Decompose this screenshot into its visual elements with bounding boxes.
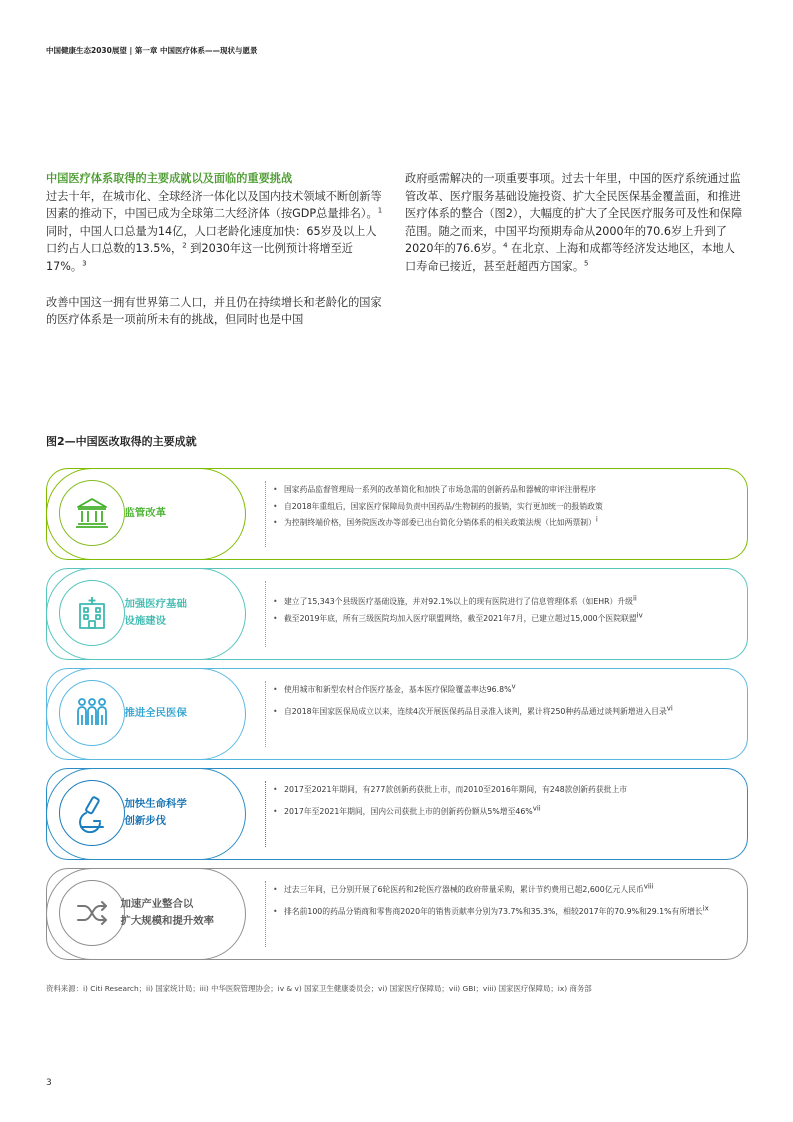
card-pill (46, 868, 246, 960)
card-divider (265, 881, 266, 947)
card-bullets (273, 683, 727, 721)
achievement-card-insurance (46, 668, 748, 760)
card-divider (265, 781, 266, 847)
bullet-item: • 国家药品监督管理局一系列的改革简化和加快了市场急需的创新药品和器械的审评注册程序 (273, 483, 727, 497)
intro-text-a: 过去十年，在城市化、全球经济一体化以及国内技术领域不断创新等因素的推动下，中国已成为全球第二大经济体（按GDP总量排名）。 (46, 189, 382, 221)
source-note: 资料来源：i) Citi Research；ii) 国家统计局；iii) 中华医院管理协会；iv & v) 国家卫生健康委员会；vi) 国家医疗保障局；vii) GBI；viii) 国家医疗保障局；ix) 商务部 (46, 984, 592, 993)
intro-paragraph-1 (46, 170, 384, 276)
bullet-item: • 自2018年重组后，国家医疗保障局负责中国药品/生物制药的报销，实行更加统一的报销政策 (273, 500, 727, 514)
card-bullets (273, 483, 727, 533)
intro-paragraph-2: 改善中国这一拥有世界第二人口，并且仍在持续增长和老龄化的国家的医疗体系是一项前所未有的挑战，但同时也是中国 (46, 295, 382, 327)
people-icon (59, 680, 125, 746)
achievement-card-consolidation (46, 868, 748, 960)
achievement-card-innovation (46, 768, 748, 860)
bullet-item: • 截至2019年底，所有三级医院均加入医疗联盟网络，截至2021年7月，已建立超过15,000个医院联盟$^{iv}$ (273, 612, 727, 626)
bullet-item: • 排名前100的药品分销商和零售商2020年的销售贡献率分别为73.7%和35.3%，相较2017年的70.9%和29.1%有所增长$^{ix}$ (273, 905, 727, 919)
bullet-item: • 使用城市和新型农村合作医疗基金，基本医疗保险覆盖率达96.8%$^v$ (273, 683, 727, 697)
bank-icon (59, 480, 125, 546)
intro-text-b: 同时，中国人口总量为14亿，人口老龄化速度加快：65岁及以上人口约占人口总数的13.5%， (46, 224, 377, 256)
running-header: 中国健康生态2030展望 | 第一章 中国医疗体系——现状与愿景 (46, 46, 258, 55)
card-pill (46, 768, 246, 860)
page-number: 3 (46, 1078, 52, 1088)
shuffle-icon (59, 880, 125, 946)
achievement-card-infrastructure (46, 568, 748, 660)
card-bullets (273, 783, 727, 821)
left-column (46, 170, 384, 329)
card-bullets (273, 595, 727, 628)
right-text-a: 政府亟需解决的一项重要事项。过去十年里，中国的医疗系统通过监管改革、医疗服务基础设施投资、扩大全民医保基金覆盖面，和推进医疗体系的整合（图2），大幅度的扩大了全民医疗服务可及性和保障范围。随之而来，中国平均预期寿命从2000年的70.6岁上升到了2020年的76.6岁。 (405, 172, 743, 256)
footnote-ref-1: 1 (377, 206, 383, 215)
figure-title: 图2—中国医改取得的主要成就 (46, 435, 197, 448)
footnote-ref-5: 5 (584, 259, 589, 268)
bullet-item: • 2017至2021年期间，有277款创新药获批上市，而2010至2016年期间，有248款创新药获批上市 (273, 783, 727, 797)
card-pill (46, 468, 246, 560)
bullet-item: • 为控制终端价格，国务院医改办等部委已出台简化分销体系的相关政策法规（比如两票制）$^i$ (273, 516, 727, 530)
card-divider (265, 681, 266, 747)
bullet-item: • 建立了15,343个县级医疗基础设施，并对92.1%以上的现有医院进行了信息管理体系（如EHR）升级$^{ii}$ (273, 595, 727, 609)
bullet-item: • 2017年至2021年期间，国内公司获批上市的创新药份额从5%增至46%$^{vii}$ (273, 805, 727, 819)
card-title: 加速产业整合以 扩大规模和提升效率 (120, 898, 215, 927)
card-divider (265, 481, 266, 547)
footnote-ref-2: 2 (182, 241, 187, 250)
right-paragraph (405, 170, 743, 276)
intro-text-c: 到2030年这一比例预计将增至近17%。 (46, 242, 353, 273)
card-title: 加快生命科学 创新步伐 (124, 798, 187, 827)
card-divider (265, 581, 266, 647)
bullet-item: • 自2018年国家医保局成立以来，连续4次开展医保药品目录准入谈判，累计将250种药品通过谈判新增进入目录$^{vi}$ (273, 705, 727, 719)
card-pill (46, 568, 246, 660)
achievement-card-regulation (46, 468, 748, 560)
microscope-icon (59, 780, 125, 846)
card-bullets (273, 883, 727, 921)
card-pill (46, 668, 246, 760)
right-text-b: 在北京、上海和成都等经济发达地区，本地人口寿命已接近，甚至赶超西方国家。 (405, 242, 735, 273)
card-title: 监管改革 (124, 506, 167, 519)
bullet-item: • 过去三年间，已分别开展了6轮医药和2轮医疗器械的政府带量采购，累计节约费用已超2,600亿元人民币$^{viii}$ (273, 883, 727, 897)
footnote-ref-3: 3 (82, 259, 87, 268)
section-title: 中国医疗体系取得的主要成就以及面临的重要挑战 (46, 172, 293, 185)
hospital-icon (59, 580, 125, 646)
footnote-ref-4: 4 (503, 241, 508, 250)
right-column (405, 170, 743, 276)
card-title: 加强医疗基础 设施建设 (124, 598, 187, 627)
card-title: 推进全民医保 (124, 706, 187, 719)
